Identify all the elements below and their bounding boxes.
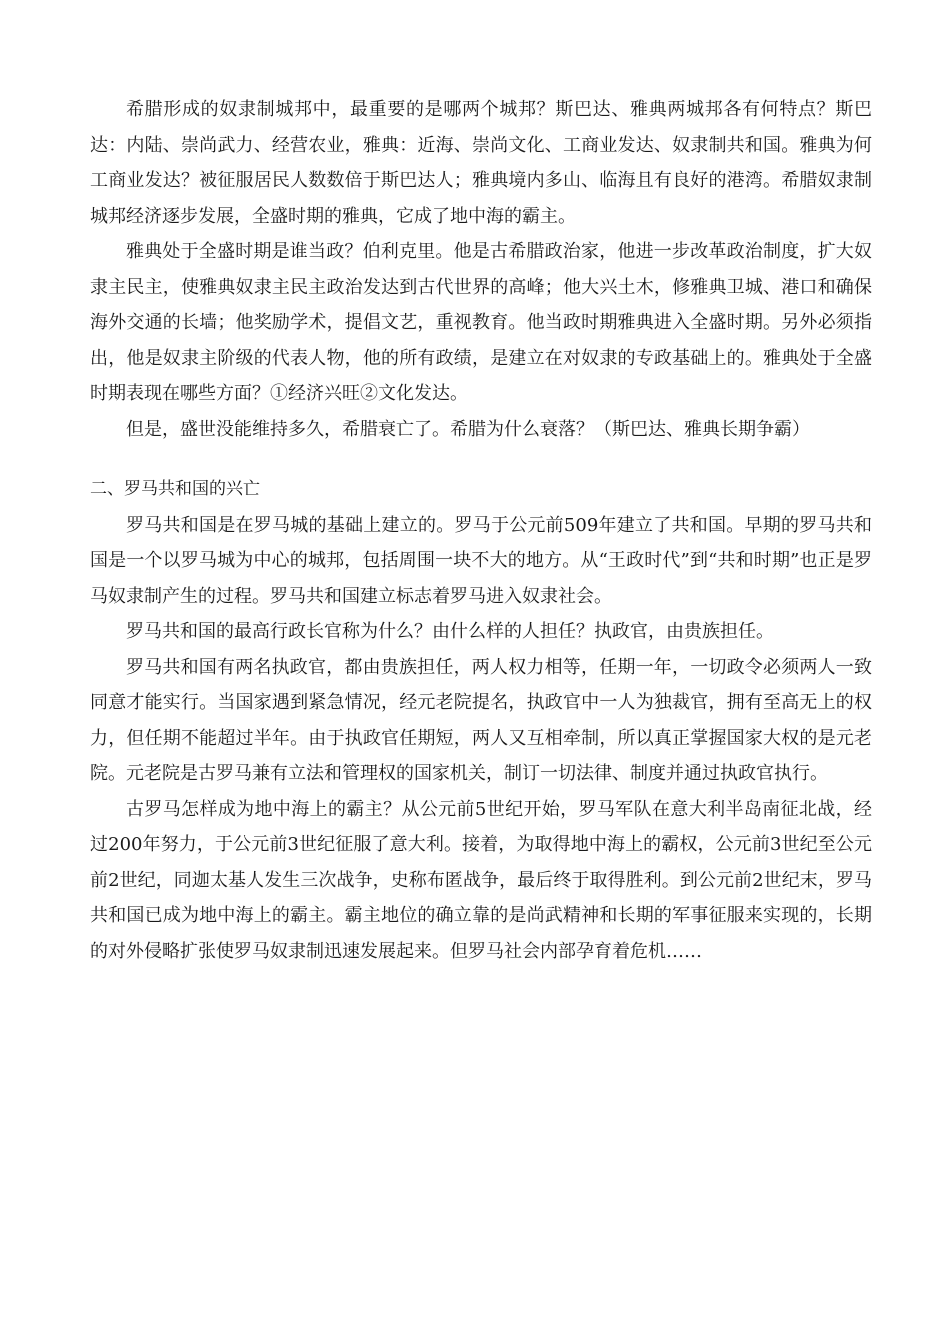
paragraph-greek-decline: 但是，盛世没能维持多久，希腊衰亡了。希腊为什么衰落？（斯巴达、雅典长期争霸） [126, 418, 810, 440]
paragraph-pericles: 雅典处于全盛时期是谁当政？伯利克里。他是古希腊政治家，他进一步改革政治制度，扩大奴隶主民主，使雅典奴隶主民主政治发达到古代世界的高峰；他大兴土木，修雅典卫城、港口和确保海外交通的长墙；他奖励学术，提倡文艺，重视教育。他当政时期雅典进入全盛时期。另外必须指出，他是奴隶主阶级的代表人物，他的所有政绩，是建立在对奴隶的专政基础上的。雅典处于全盛时期表现在哪些方面？①经济兴旺②文化发达。 [90, 241, 872, 404]
paragraph-greek-city-states: 希腊形成的奴隶制城邦中，最重要的是哪两个城邦？斯巴达、雅典两城邦各有何特点？斯巴达：内陆、崇尚武力、经营农业，雅典：近海、崇尚文化、工商业发达、奴隶制共和国。雅典为何工商业发达？被征服居民人数数倍于斯巴达人；雅典境内多山、临海且有良好的港湾。希腊奴隶制城邦经济逐步发展，全盛时期的雅典，它成了地中海的霸主。 [90, 99, 872, 227]
paragraph-mediterranean-hegemony: 古罗马怎样成为地中海上的霸主？从公元前5世纪开始，罗马军队在意大利半岛南征北战，经过200年努力，于公元前3世纪征服了意大利。接着，为取得地中海上的霸权，公元前3世纪至公元前2世纪，同迦太基人发生三次战争，史称布匿战争，最后终于取得胜利。到公元前2世纪末，罗马共和国已成为地中海上的霸主。霸主地位的确立靠的是尚武精神和长期的军事征服来实现的，长期的对外侵略扩张使罗马奴隶制迅速发展起来。但罗马社会内部孕育着危机…… [90, 798, 872, 962]
paragraph-consuls-senate: 罗马共和国有两名执政官，都由贵族担任，两人权力相等，任期一年，一切政令必须两人一致同意才能实行。当国家遇到紧急情况，经元老院提名，执政官中一人为独裁官，拥有至高无上的权力，但任期不能超过半年。由于执政官任期短，两人又互相牵制，所以真正掌握国家大权的是元老院。元老院是古罗马兼有立法和管理权的国家机关，制订一切法律、制度并通过执政官执行。 [90, 656, 872, 784]
document-page [90, 92, 872, 969]
section-heading-roman-republic: 二、罗马共和国的兴亡 [90, 479, 260, 499]
paragraph-consul-question: 罗马共和国的最高行政长官称为什么？由什么样的人担任？执政官，由贵族担任。 [126, 621, 774, 642]
paragraph-roman-founding: 罗马共和国是在罗马城的基础上建立的。罗马于公元前509年建立了共和国。早期的罗马共和国是一个以罗马城为中心的城邦，包括周围一块不大的地方。从“王政时代”到“共和时期”也正是罗马奴隶制产生的过程。罗马共和国建立标志着罗马进入奴隶社会。 [90, 514, 872, 607]
